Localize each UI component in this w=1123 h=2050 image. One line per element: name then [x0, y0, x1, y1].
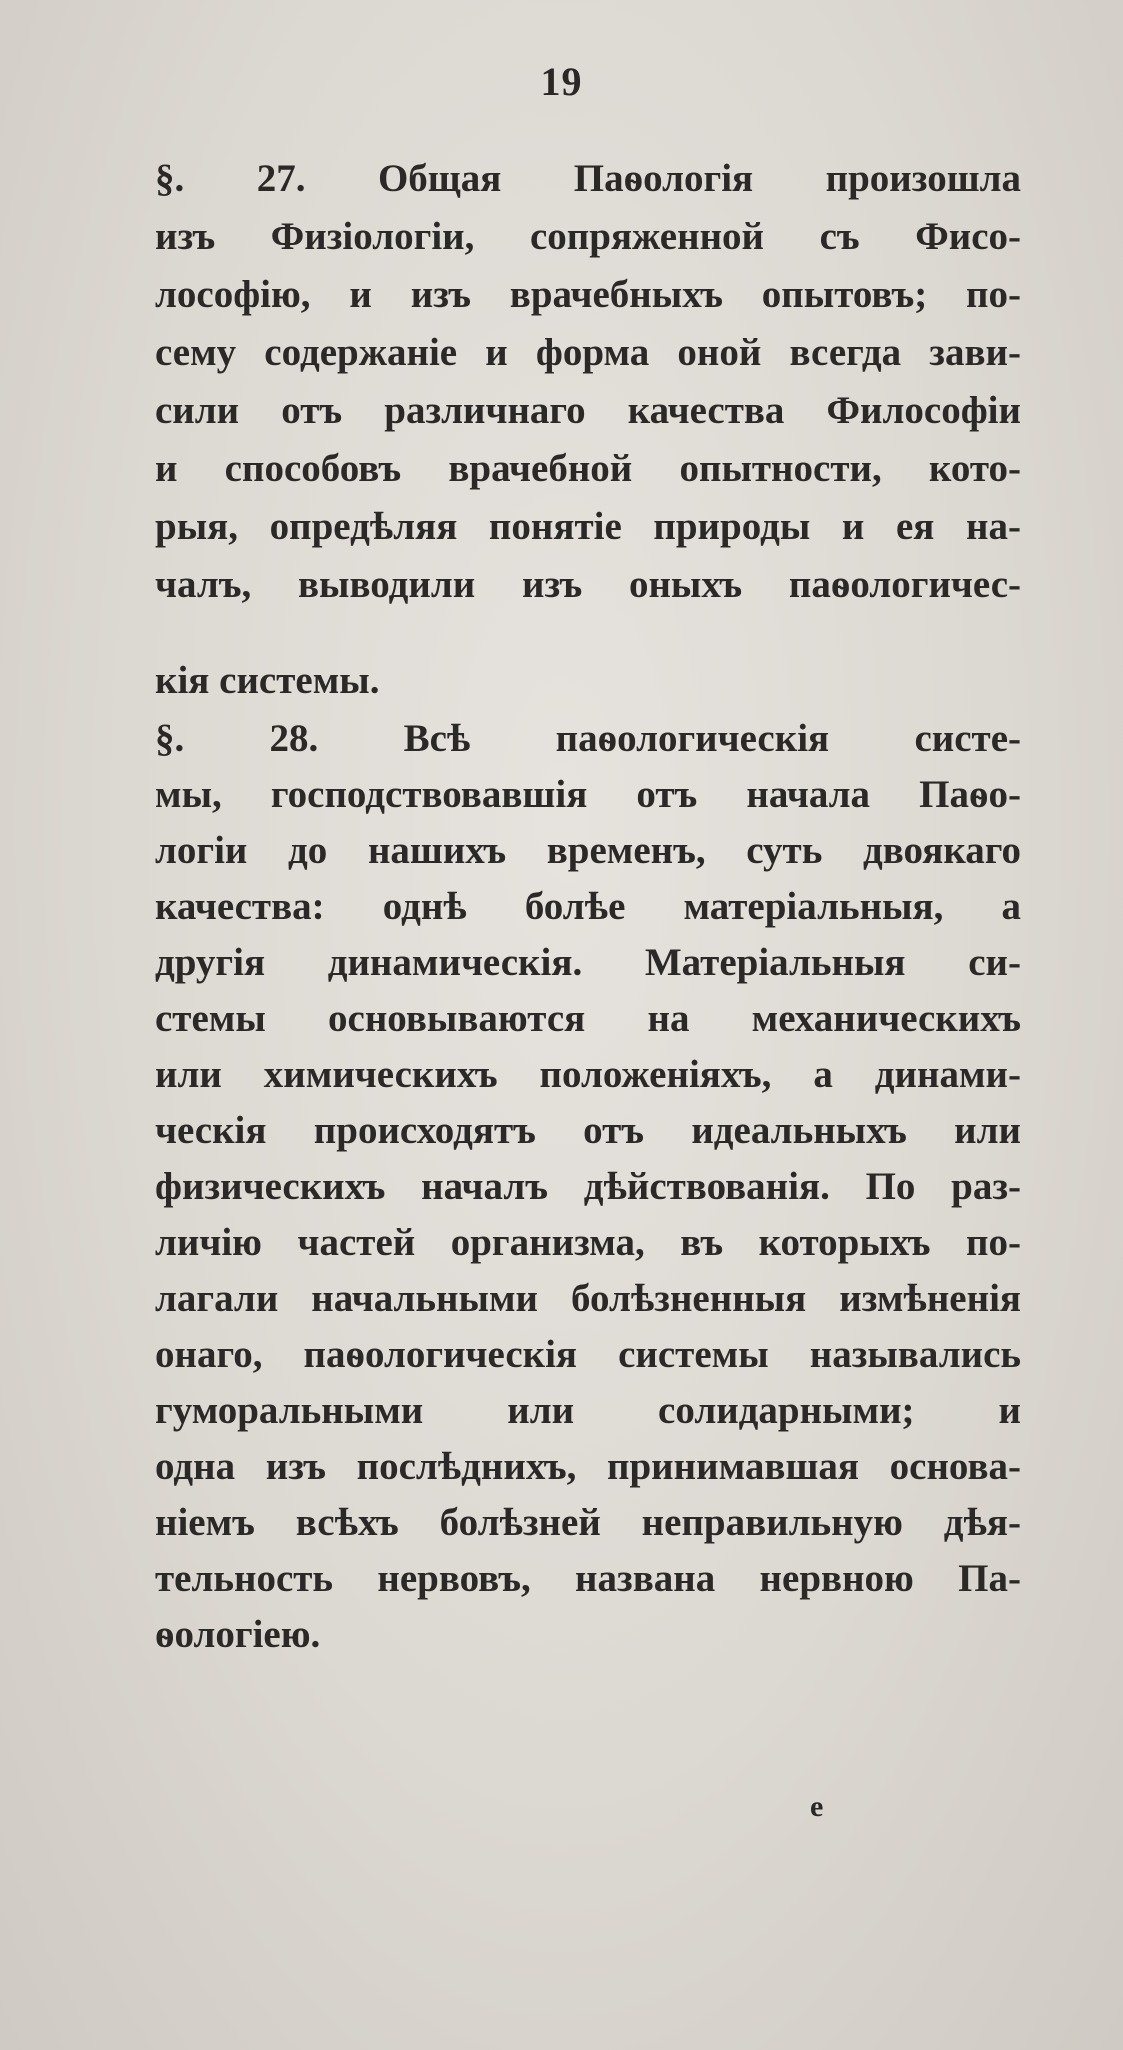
- text-line: лагали начальными болѣзненныя измѣненія: [155, 1277, 1021, 1320]
- catchword: е: [810, 1790, 824, 1823]
- text-line: §. 27. Общая Паѳологія произошла: [155, 157, 1021, 200]
- text-line: физическихъ началъ дѣйствованія. По раз-: [155, 1165, 1021, 1208]
- text-line: кія системы.: [155, 659, 380, 702]
- text-line: чалъ, выводили изъ оныхъ паѳологичес-: [155, 563, 1021, 606]
- text-line: или химическихъ положеніяхъ, а динами-: [155, 1053, 1021, 1096]
- text-line: качества: однѣ болѣе матеріальныя, а: [155, 885, 1021, 928]
- text-line: личію частей организма, въ которыхъ по-: [155, 1221, 1021, 1264]
- text-line: тельность нервовъ, названа нервною Па-: [155, 1557, 1021, 1600]
- text-line: лософію, и изъ врачебныхъ опытовъ; по-: [155, 273, 1021, 316]
- text-line: мы, господствовавшія отъ начала Паѳо-: [155, 773, 1021, 816]
- text-line: гуморальными или солидарными; и: [155, 1389, 1021, 1432]
- text-line: онаго, паѳологическія системы назывались: [155, 1333, 1021, 1376]
- text-line: изъ Физіологіи, сопряженной съ Фисо-: [155, 215, 1021, 258]
- text-line: стемы основываются на механическихъ: [155, 997, 1021, 1040]
- text-line: другія динамическія. Матеріальныя си-: [155, 941, 1021, 984]
- text-line: ніемъ всѣхъ болѣзней неправильную дѣя-: [155, 1501, 1021, 1544]
- text-line: и способовъ врачебной опытности, кото-: [155, 447, 1021, 490]
- text-line: логіи до нашихъ временъ, суть двоякаго: [155, 829, 1021, 872]
- text-line: рыя, опредѣляя понятіе природы и ея на-: [155, 505, 1021, 548]
- page-number: 19: [540, 59, 583, 104]
- text-line: одна изъ послѣднихъ, принимавшая основа-: [155, 1445, 1021, 1488]
- text-line: ѳологіею.: [155, 1613, 321, 1656]
- text-line: §. 28. Всѣ паѳологическія систе-: [155, 717, 1021, 760]
- text-line: ческія происходятъ отъ идеальныхъ или: [155, 1109, 1021, 1152]
- text-line: сему содержаніе и форма оной всегда зави-: [155, 331, 1021, 374]
- text-line: сили отъ различнаго качества Философіи: [155, 389, 1021, 432]
